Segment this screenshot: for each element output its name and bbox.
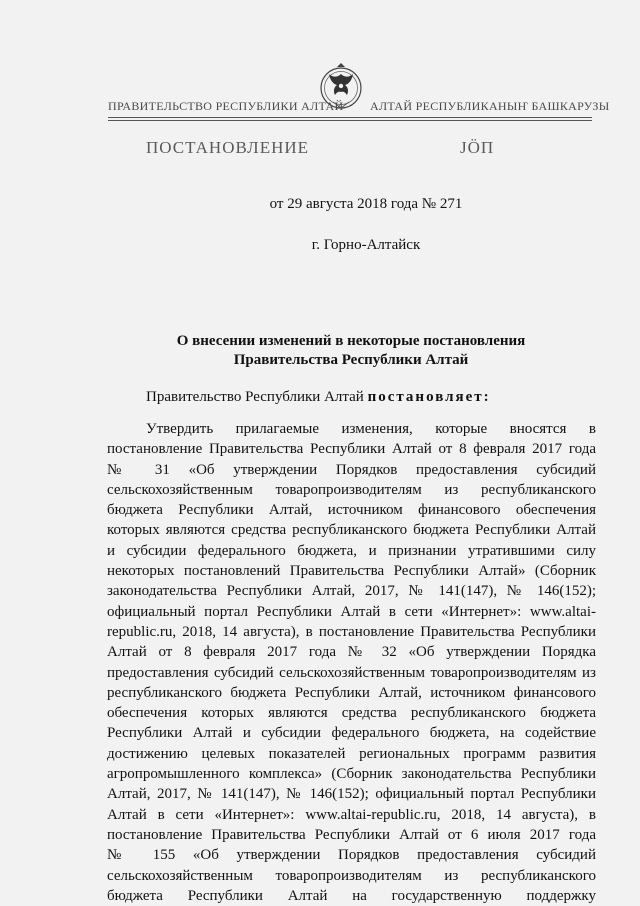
document-body: [107, 419, 596, 906]
body-line: которых являются средства республиканского бюджета Республики Алтай: [107, 522, 596, 539]
body-line: предоставления субсидий сельскохозяйственным товаропроизводителям из: [107, 664, 596, 681]
doctype-left: ПОСТАНОВЛЕНИЕ: [146, 138, 310, 157]
header-right-title: АЛТАЙ РЕСПУБЛИКАНЫҤ БАШКАРУЗЫ: [370, 99, 610, 113]
body-line: № 31 «Об утверждении Порядков предоставления субсидий: [107, 461, 596, 478]
body-line: постановление Правительства Республики Алтай от 6 июля 2017 года: [107, 826, 596, 843]
header-rule: [108, 117, 592, 118]
preamble: [146, 389, 491, 406]
body-line: republic.ru, 2018, 14 августа), в постановление Правительства Республики: [107, 623, 596, 640]
dateline: [0, 196, 640, 213]
body-line: законодательства Республики Алтай, 2017, № 141(147), № 146(152);: [107, 583, 596, 600]
body-line: некоторых постановлений Правительства Республики Алтай» (Сборник: [107, 563, 596, 580]
body-line: постановление Правительства Республики Алтай от 8 февраля 2017 года: [107, 441, 596, 458]
body-line: официальный портал Республики Алтай в сети «Интернет»: www.altai-: [107, 603, 596, 620]
body-line: сельскохозяйственным товаропроизводителям из республиканского: [107, 481, 596, 498]
body-line: Утвердить прилагаемые изменения, которые вносятся в: [146, 421, 596, 437]
document-title: [100, 332, 602, 370]
body-line: Республики Алтай и субсидии федерального бюджета, на содействие: [107, 725, 596, 742]
body-line: Алтай в сети «Интернет»: www.altai-republic.ru, 2018, 14 августа), в: [107, 806, 596, 823]
doctype-right: ЈӦП: [460, 138, 495, 157]
city-text: г. Горно-Алтайск: [311, 237, 421, 253]
body-line: достижению целевых показателей региональных программ развития: [107, 745, 596, 762]
body-line: сельскохозяйственным товаропроизводителям из республиканского: [107, 867, 596, 884]
body-line: обеспечения которых являются средства республиканского бюджета: [107, 705, 596, 722]
body-line: Алтай, 2017, № 141(147), № 146(152); официальный портал Республики: [107, 786, 596, 803]
body-line: № 155 «Об утверждении Порядков предоставления субсидий: [107, 847, 596, 864]
body-line: республиканского бюджета Республики Алтай, источником финансового: [107, 684, 596, 701]
city: [0, 237, 640, 254]
header-left-title: ПРАВИТЕЛЬСТВО РЕСПУБЛИКИ АЛТАЙ: [108, 99, 344, 113]
body-line: бюджета Республики Алтай, источником финансового обеспечения: [107, 502, 596, 519]
body-line: агропромышленного комплекса» (Сборник законодательства Республики: [107, 766, 596, 783]
title-line: О внесении изменений в некоторые постановления: [176, 333, 526, 349]
body-line: Алтай от 8 февраля 2017 года № 32 «Об утверждении Порядка: [107, 644, 596, 661]
title-line: Правительства Республики Алтай: [233, 352, 469, 368]
dateline-text: от 29 августа 2018 года № 271: [269, 196, 463, 212]
preamble-text: Правительство Республики Алтай: [146, 389, 368, 405]
preamble-emphasis: постановляет:: [367, 389, 491, 405]
body-line: бюджета Республики Алтай на государственную поддержку: [107, 887, 596, 904]
header-rule: [108, 120, 592, 121]
body-line: и субсидии федерального бюджета, и признании утратившими силу: [107, 542, 596, 559]
